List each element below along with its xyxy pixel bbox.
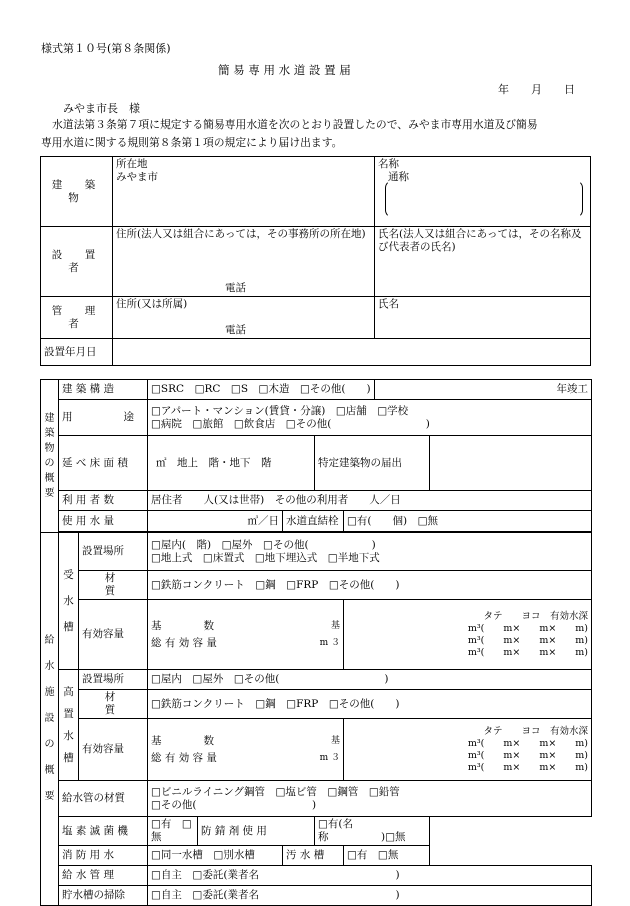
manager-name-label: 氏名 <box>378 298 399 310</box>
location-value: みやま市 <box>116 171 158 183</box>
installer-name-label: 氏名(法人又は組合にあっては，その名称及び代表者の氏名) <box>378 228 582 253</box>
supply-overview-label: 給 水 施 設 の 概 要 <box>41 533 59 906</box>
common-name-bracket <box>385 180 583 218</box>
intro-line-1: 水道法第３条第７項に規定する簡易専用水道を次のとおり設置したので、みやま市専用水道及び簡易 <box>52 118 538 131</box>
structure-label: 建 築 構 造 <box>59 380 148 400</box>
recv-dims-row[interactable]: m³( m× m× m) <box>467 634 589 646</box>
use-label: 用 途 <box>59 400 148 436</box>
receiving-tank-label: 受 水 槽 <box>59 533 79 670</box>
fire-water-label: 消 防 用 水 <box>59 846 148 866</box>
elev-place-value[interactable]: □屋内 □屋外 □その他( ) <box>148 670 592 690</box>
recv-place-line-2[interactable]: □地上式 □床置式 □地下埋込式 □半地下式 <box>151 551 380 564</box>
installer-address-label: 住所(法人又は組合にあっては，その事務所の所在地) <box>116 228 366 240</box>
supply-mgmt-options[interactable]: □自主 □委託(業者名 ) <box>148 866 592 886</box>
elev-material-value[interactable]: □鉄筋コンクリート □鋼 □FRP □その他( ) <box>148 690 592 719</box>
building-overview-label: 建 築 物 の 概 要 <box>41 380 59 533</box>
rust-options[interactable]: □有(名称 )□無 <box>315 817 430 846</box>
elev-total-unit: m ３ <box>319 752 341 763</box>
direct-plug-options[interactable]: □有( 個) □無 <box>344 511 592 532</box>
building-label: 建 築 物 <box>41 157 113 227</box>
water-use-value[interactable]: ㎥／日 <box>148 511 283 532</box>
manager-phone-label: 電話 <box>225 324 246 336</box>
recv-place-line-1[interactable]: □屋内( 階) □屋外 □その他( ) <box>151 538 376 551</box>
elev-dims-header: タテ ヨコ 有効水深 <box>483 725 589 737</box>
use-line-1[interactable]: □アパート・マンション(賃貸・分譲) □店舗 □学校 <box>151 404 409 417</box>
recv-material-label: 材 質 <box>79 571 148 600</box>
recv-count-unit: 基 <box>331 620 341 631</box>
facility-table <box>40 379 592 906</box>
elev-count-unit: 基 <box>331 735 341 746</box>
water-use-label: 使 用 水 量 <box>59 511 148 532</box>
elev-dims-row[interactable]: m³( m× m× m) <box>467 761 589 773</box>
sewage-label: 汚 水 槽 <box>283 846 344 866</box>
addressee: みやま市長 様 <box>63 102 140 115</box>
install-date-label: 設置年月日 <box>41 339 113 366</box>
elevated-tank-label: 高 置 水 槽 <box>59 670 79 781</box>
rust-label: 防 錆 剤 使 用 <box>198 817 315 846</box>
year-built: 年竣工 <box>375 380 592 400</box>
installer-label: 設 置 者 <box>41 227 113 297</box>
users-label: 利 用 者 数 <box>59 491 148 511</box>
elev-place-label: 設置場所 <box>79 670 148 690</box>
elev-material-label: 材 質 <box>79 690 148 719</box>
fire-water-options[interactable]: □同一水槽 □別水槽 <box>148 846 283 866</box>
recv-total-label: 総 有 効 容 量 <box>151 636 217 649</box>
supply-mgmt-label: 給 水 管 理 <box>59 866 148 886</box>
elev-capacity-label: 有効容量 <box>79 719 148 781</box>
recv-dims-header: タテ ヨコ 有効水深 <box>483 610 589 622</box>
cleaning-label: 貯水槽の掃除 <box>59 886 148 906</box>
specific-building-label: 特定建築物の届出 <box>315 436 430 491</box>
recv-material-value[interactable]: □鉄筋コンクリート □鋼 □FRP □その他( ) <box>148 571 592 600</box>
sewage-options[interactable]: □有 □無 <box>344 846 430 866</box>
elev-dims-row[interactable]: m³( m× m× m) <box>467 749 589 761</box>
use-line-2[interactable]: □病院 □旅館 □飲食店 □その他( ) <box>151 417 430 430</box>
recv-total-unit: m ３ <box>319 637 341 648</box>
floor-area-value[interactable]: ㎡ 地上 階・地下 階 <box>148 436 315 491</box>
floor-area-label: 延 べ 床 面 積 <box>59 436 148 491</box>
installer-phone-label: 電話 <box>225 282 246 294</box>
recv-count-label: 基 数 <box>151 619 215 632</box>
date-line: 年 月 日 <box>498 83 575 96</box>
recv-place-label: 設置場所 <box>79 533 148 571</box>
pipe-line-2[interactable]: □その他( ) <box>151 798 317 811</box>
recv-capacity-label: 有効容量 <box>79 600 148 670</box>
manager-label: 管 理 者 <box>41 297 113 339</box>
direct-plug-label: 水道直結栓 <box>283 511 344 532</box>
pipe-line-1[interactable]: □ビニルライニング鋼管 □塩ビ管 □鋼管 □鉛管 <box>151 785 400 798</box>
location-label: 所在地 <box>116 158 148 170</box>
elev-dims-row[interactable]: m³( m× m× m) <box>467 737 589 749</box>
intro-line-2: 専用水道に関する規則第８条第１項の規定により届け出ます。 <box>41 136 343 149</box>
form-title: 簡 易 専 用 水 道 設 置 届 <box>218 63 351 77</box>
structure-options[interactable]: □SRC □RC □S □木造 □その他( ) <box>148 380 375 400</box>
install-date-value[interactable] <box>113 339 591 366</box>
elev-total-label: 総 有 効 容 量 <box>151 751 217 764</box>
users-value[interactable]: 居住者 人(又は世帯) その他の利用者 人／日 <box>148 491 592 511</box>
pipe-material-label: 給水管の材質 <box>59 781 148 817</box>
manager-address-label: 住所(又は所属) <box>116 298 188 310</box>
form-number: 様式第１０号(第８条関係) <box>41 42 171 55</box>
cleaning-options[interactable]: □自主 □委託(業者名 ) <box>148 886 592 906</box>
recv-dims-row[interactable]: m³( m× m× m) <box>467 622 589 634</box>
name-label: 名称 <box>378 158 399 170</box>
chlorinator-label: 塩 素 滅 菌 機 <box>59 817 148 846</box>
common-name-label: 通称 <box>388 171 409 183</box>
elev-count-label: 基 数 <box>151 734 215 747</box>
chlorinator-options[interactable]: □有 □無 <box>148 817 198 846</box>
recv-dims-row[interactable]: m³( m× m× m) <box>467 646 589 658</box>
